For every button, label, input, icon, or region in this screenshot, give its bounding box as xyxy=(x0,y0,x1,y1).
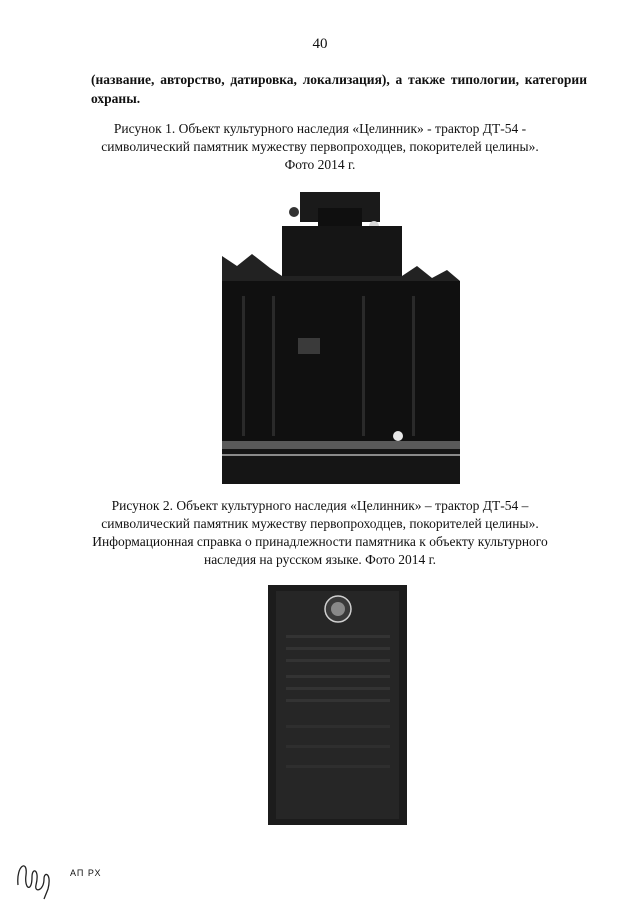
page-number: 40 xyxy=(312,36,328,52)
caption-line: Рисунок 2. Объект культурного наследия «Целинник» – трактор ДТ-54 – xyxy=(111,498,529,513)
caption-line: Рисунок 1. Объект культурного наследия «Целинник» - трактор ДТ-54 - xyxy=(113,121,527,136)
figure-2-caption xyxy=(60,497,580,569)
footer-stamp: АП РХ xyxy=(70,868,102,878)
figure-1-caption xyxy=(60,120,580,174)
intro-paragraph: (название, авторство, датировка, локализация), а также типологии, категории охраны. xyxy=(91,72,587,106)
caption-line: Информационная справка о принадлежности памятника к объекту культурного xyxy=(92,534,548,549)
caption-line: символический памятник мужеству первопроходцев, покорителей целины». xyxy=(101,139,539,154)
tractor-monument-photo xyxy=(222,186,460,484)
caption-line: Фото 2014 г. xyxy=(284,157,356,172)
info-plaque-photo xyxy=(268,585,407,825)
signature xyxy=(14,855,58,900)
caption-line: наследия на русском языке. Фото 2014 г. xyxy=(203,552,437,567)
caption-line: символический памятник мужеству первопроходцев, покорителей целины». xyxy=(101,516,539,531)
